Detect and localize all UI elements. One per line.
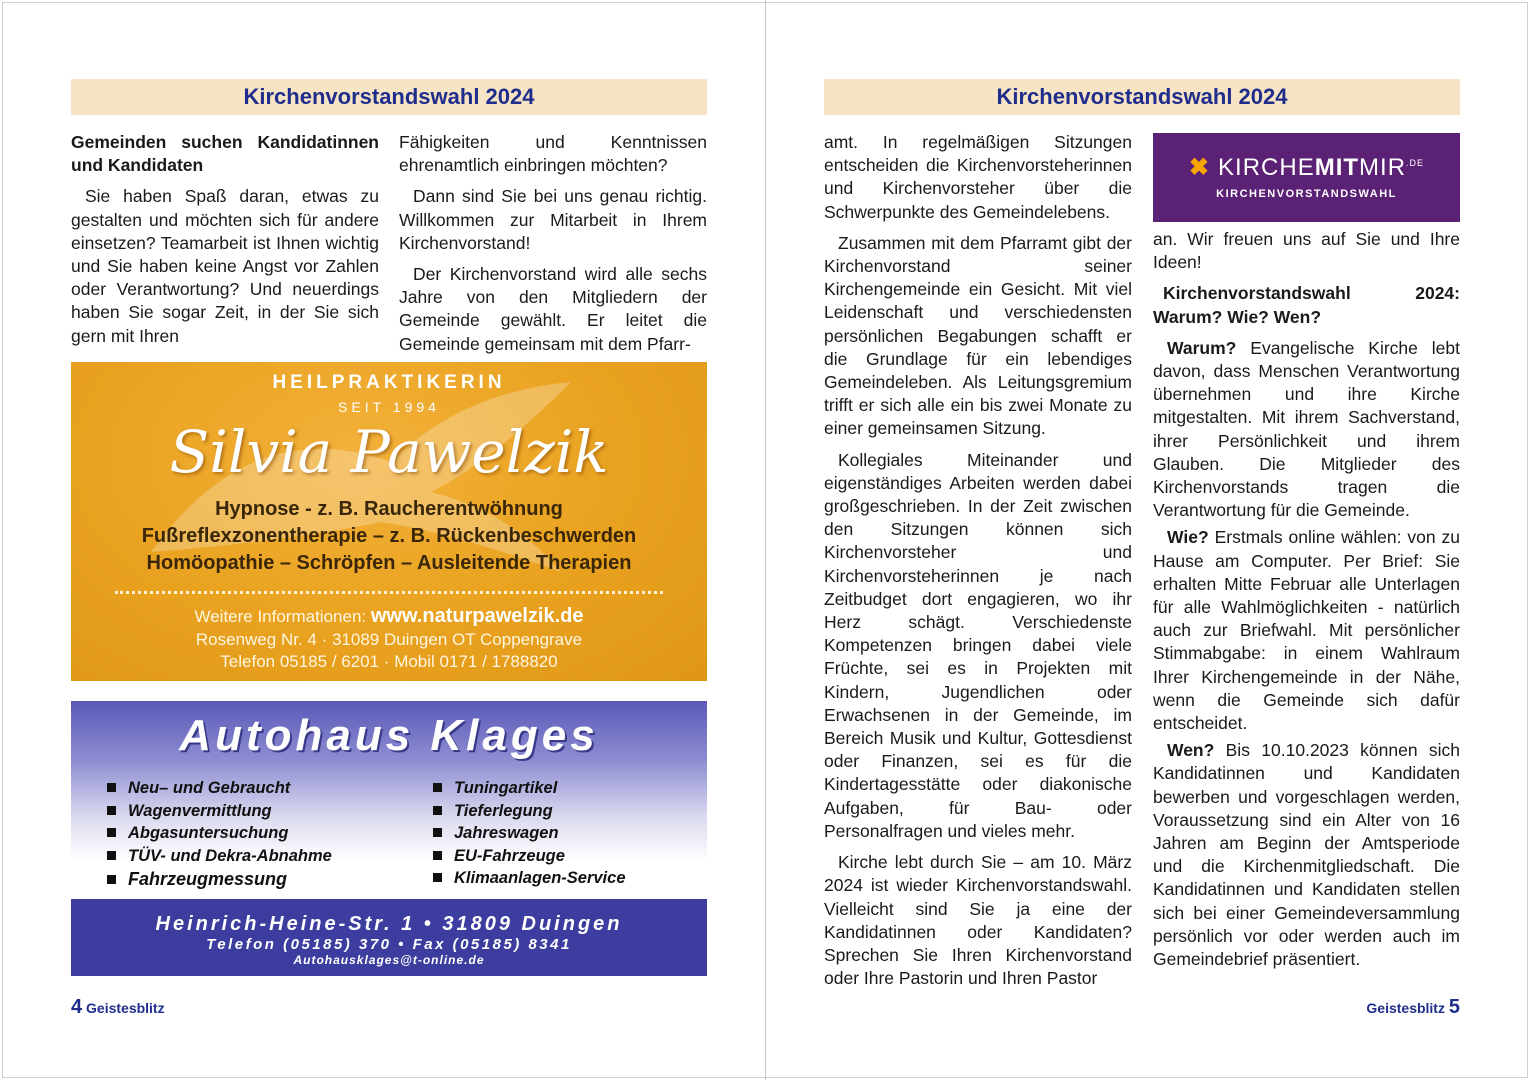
ad-phone: Telefon (05185) 370 • Fax (05185) 8341 <box>206 936 572 953</box>
ad-address: Heinrich-Heine-Str. 1 • 31809 Duingen <box>155 913 623 935</box>
magazine-name: Geistesblitz <box>1366 1000 1445 1016</box>
paragraph-wen: Wen? Bis 10.10.2023 können sich Kandidatinnen und Kandidaten bewerben und vorgeschlagen werden, Voraussetzung sind ein Alter von 16 Jahren am Beginn der Amtsperiode und die Kirchenmitgliedschaft. Die Kandidatinnen und Kandidaten stellen sich bei einer Gemeindeversammlung persönlich vor oder werden auch im Gemeindebrief präsentiert. <box>1153 740 1460 970</box>
ad-service: Fußreflexzonentherapie – z. B. Rückenbeschwerden <box>141 525 637 547</box>
ad-email[interactable]: Autohausklages@t-online.de <box>293 953 485 967</box>
paragraph-wie: Wie? Erstmals online wählen: von zu Hause am Computer. Per Brief: Sie erhalten Mitte Februar alle Unterlagen für alle Wahlmöglichkeiten - natürlich auch zur Briefwahl. Mit persönlicher Stimmabgabe: in einem Wahlraum Ihrer Kirchengemeinde in der Nähe, wenn die Gemeinde sich dafür entscheidet. <box>1153 527 1460 734</box>
magazine-name: Geistesblitz <box>86 1000 165 1016</box>
page-number: 5 <box>1448 996 1460 1018</box>
article-heading: Gemeinden suchen Kandidatinnen und Kandidaten <box>71 132 379 176</box>
bullet-icon <box>107 851 116 860</box>
right-page-header: Kirchenvorstandswahl 2024 <box>824 79 1460 115</box>
list-item: Fahrzeugmessung <box>107 869 332 892</box>
website-link[interactable]: www.naturpawelzik.de <box>370 605 584 627</box>
page-number: 4 <box>71 996 83 1018</box>
list-item: Klimaanlagen-Service <box>433 869 626 892</box>
ad-autohaus-title: Autohaus Klages <box>179 711 599 760</box>
left-column-2 <box>399 131 707 364</box>
list-item: TÜV- und Dekra-Abnahme <box>107 847 332 870</box>
dotted-divider <box>115 591 663 594</box>
ad-autohaus-footer <box>71 899 707 976</box>
bullet-icon <box>433 828 442 837</box>
bullet-icon <box>433 783 442 792</box>
bullet-icon <box>107 783 116 792</box>
paragraph: Der Kirchenvorstand wird alle sechs Jahre von den Mitgliedern der Gemeinde gewählt. Er leitet die Gemeinde gemeinsam mit dem Pfarr- <box>399 264 707 354</box>
paragraph: amt. In regelmäßigen Sitzungen entscheiden die Kirchenvorsteherinnen und Kirchenvorsteher über die Schwerpunkte des Gemeindelebens. <box>824 132 1132 222</box>
left-column-1 <box>71 131 379 356</box>
paragraph: Fähigkeiten und Kenntnissen ehrenamtlich einbringen möchten? <box>399 132 707 176</box>
page-gutter <box>765 0 766 1080</box>
ad-phone: Telefon 05185 / 6201 · Mobil 0171 / 1788820 <box>220 652 558 671</box>
list-item: Abgasuntersuchung <box>107 824 332 847</box>
ad-service: Homöopathie – Schröpfen – Ausleitende Therapien <box>146 552 632 574</box>
bullet-icon <box>107 828 116 837</box>
list-item: EU-Fahrzeuge <box>433 847 626 870</box>
paragraph: an. Wir freuen uns auf Sie und Ihre Ideen! <box>1153 229 1460 273</box>
paragraph: Sie haben Spaß daran, etwas zu gestalten und möchten sich für andere einsetzen? Teamarbeit ist Ihnen wichtig und Sie haben keine Angst vor Zahlen oder Verantwortung? Und neuerdings haben Sie sogar Zeit, in der Sie sich gern mit Ihren <box>71 186 379 346</box>
paragraph: Kirche lebt durch Sie – am 10. März 2024 ist wieder Kirchenvorstandswahl. Vielleicht sind Sie ja eine der Kandidatinnen oder Kandidaten? Sprechen Sie Ihren Kirchenvorstand oder Ihre Pastorin und Ihren Pastor <box>824 852 1132 989</box>
bullet-icon <box>433 851 442 860</box>
ad-autohaus[interactable] <box>71 701 707 976</box>
left-folio <box>71 996 165 1019</box>
paragraph-warum: Warum? Evangelische Kirche lebt davon, dass Menschen Verantwortung übernehmen und ihre Kirche mitgestalten. Mit ihrem Sachverstand, ihrer Persönlichkeit und ihrem Glauben. Die Mitglieder des Kirchenvorstands tragen die Verantwortung für die Gemeinde. <box>1153 337 1460 521</box>
info-label: Weitere Informationen: <box>194 607 367 626</box>
ad-address: Rosenweg Nr. 4 · 31089 Duingen OT Coppengrave <box>195 630 583 649</box>
section-heading: Kirchenvorstandswahl 2024: Warum? Wie? Wen? <box>1153 283 1460 327</box>
bullet-icon <box>107 806 116 815</box>
paragraph: Kollegiales Miteinander und eigenständiges Arbeiten werden dabei großgeschrieben. In der Zeit zwischen den Sitzungen können sich Kirchenvorsteher und Kirchenvorsteherinnen je nach Zeitbudget dort engagieren, wo ihr Herz schägt. Verschiedenste Kompetenzen bringen dabei viele Früchte, sei es in Projekten mit Kindern, Jugendlichen oder Erwachsenen in der Gemeinde, im Bereich Musik und Kultur, Gottesdienst oder Finanzen, sei es für die Kindertagesstätte oder diakonische Aufgaben, für Bau- oder Personalfragen und vieles mehr. <box>824 449 1132 841</box>
bullet-icon <box>107 875 116 884</box>
left-page-header: Kirchenvorstandswahl 2024 <box>71 79 707 115</box>
right-column-1 <box>824 131 1132 998</box>
paragraph: Dann sind Sie bei uns genau richtig. Willkommen zur Mitarbeit in Ihrem Kirchenvorstand! <box>399 186 707 253</box>
services-list-left <box>107 779 332 892</box>
ad-info-line <box>71 605 707 628</box>
list-item: Tieferlegung <box>433 802 626 825</box>
ad-heilpraktikerin[interactable] <box>71 362 707 681</box>
paragraph: Zusammen mit dem Pfarramt gibt der Kirchenvorstand seiner Kirchengemeinde ein Gesicht. Mit viel Leidenschaft und verschiedensten persönlichen Begabungen schafft er die Grundlage für ein lebendiges Gemeindeleben. Als Leitungsgremium trifft er sich alle ein bis zwei Monate zu einer gemeinsamen Sitzung. <box>824 232 1132 439</box>
right-folio <box>1366 996 1460 1019</box>
ad-practitioner-name: Silvia Pawelzik <box>169 418 609 486</box>
list-item: Neu– und Gebraucht <box>107 779 332 802</box>
list-item: Tuningartikel <box>433 779 626 802</box>
services-list-right <box>433 779 626 892</box>
list-item: Wagenvermittlung <box>107 802 332 825</box>
logo-subtitle: KIRCHENVORSTANDSWAHL <box>1216 188 1397 200</box>
ad-since: SEIT 1994 <box>338 399 440 415</box>
right-column-2 <box>1153 228 1460 979</box>
bullet-icon <box>433 806 442 815</box>
bullet-icon <box>433 873 442 882</box>
kirchemitmir-logo <box>1153 133 1460 222</box>
logo-wordmark: ✖ $KIRCHEMITMIR^{.DE}$ <box>1188 154 1425 181</box>
ad-kicker: HEILPRAKTIKERIN <box>272 372 506 393</box>
ad-service: Hypnose - z. B. Raucherentwöhnung <box>215 498 563 520</box>
list-item: Jahreswagen <box>433 824 626 847</box>
cross-x-icon: ✖ <box>1188 154 1211 181</box>
